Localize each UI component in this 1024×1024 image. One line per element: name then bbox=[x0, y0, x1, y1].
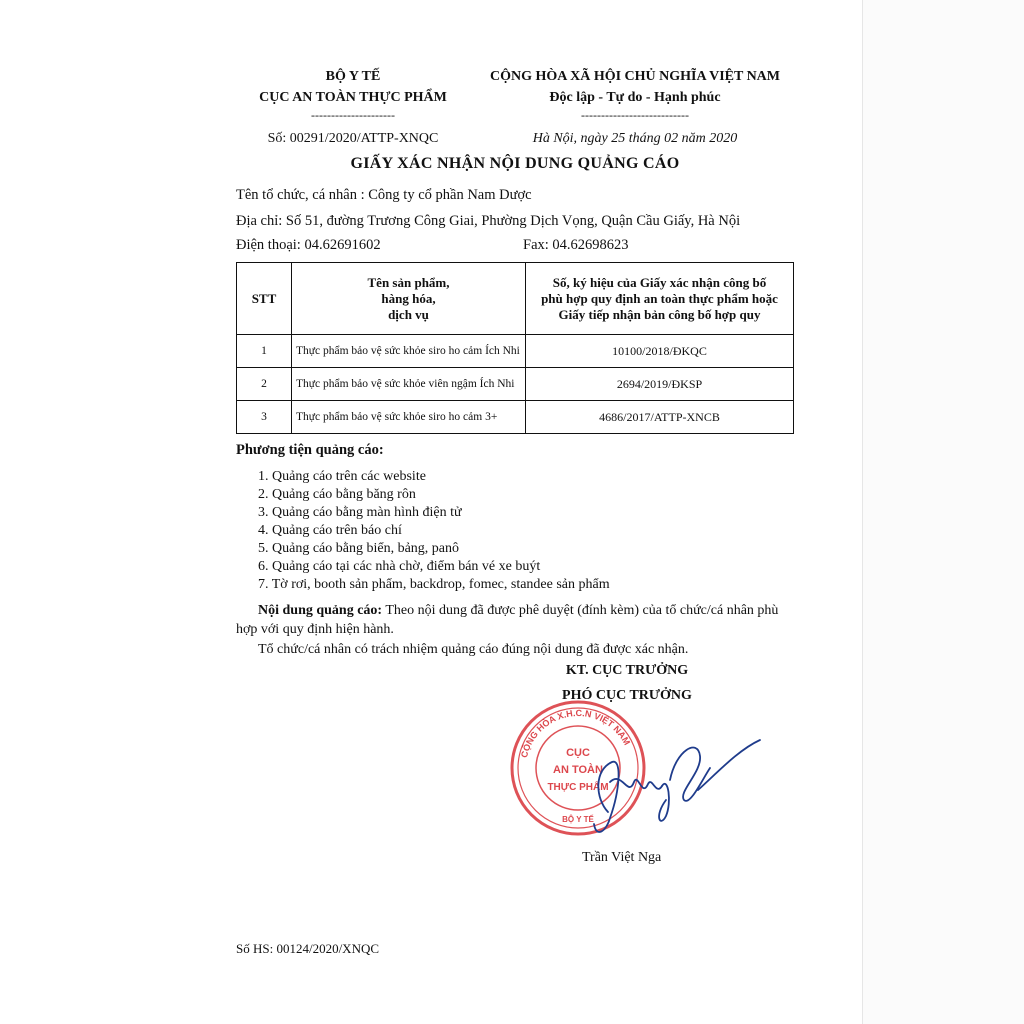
list-item: 2. Quảng cáo bằng băng rôn bbox=[258, 487, 416, 502]
country-name: CỘNG HÒA XÃ HỘI CHỦ NGHĨA VIỆT NAM bbox=[489, 69, 780, 84]
header-certificate-code: Số, ký hiệu của Giấy xác nhận công bố phù hợp quy định an toàn thực phẩm hoặc Giấy tiếp nhận bản công bố hợp quy bbox=[526, 263, 794, 335]
organization-line: Tên tổ chức, cá nhân : Công ty cổ phần Nam Dược bbox=[236, 187, 532, 203]
row-product-name: Thực phẩm bảo vệ sức khỏe siro ho cảm 3+ bbox=[292, 401, 526, 434]
motto-divider: --------------------------- bbox=[581, 108, 689, 122]
row-certificate-code: 2694/2019/ĐKSP bbox=[526, 368, 794, 401]
row-product-name: Thực phẩm bảo vệ sức khỏe viên ngậm Ích Nhi bbox=[292, 368, 526, 401]
content-paragraph bbox=[236, 601, 796, 639]
table-header-row bbox=[237, 263, 794, 335]
agency-header bbox=[238, 66, 468, 149]
list-item: 3. Quảng cáo bằng màn hình điện tử bbox=[258, 505, 462, 520]
row-stt: 3 bbox=[237, 401, 292, 434]
row-stt: 2 bbox=[237, 368, 292, 401]
list-item: 4. Quảng cáo trên báo chí bbox=[258, 523, 402, 538]
media-section-title: Phương tiện quảng cáo: bbox=[236, 442, 384, 458]
list-item: 7. Tờ rơi, booth sản phẩm, backdrop, fomec, standee sản phẩm bbox=[258, 577, 610, 592]
header-divider: --------------------- bbox=[311, 108, 395, 122]
content-label: Nội dung quảng cáo: bbox=[258, 603, 383, 618]
list-item: 6. Quảng cáo tại các nhà chờ, điểm bán vé xe buýt bbox=[258, 559, 541, 574]
header-product-name: Tên sản phẩm, hàng hóa, dịch vụ bbox=[292, 263, 526, 335]
stamp-bottom-text: BỘ Y TẾ bbox=[562, 815, 594, 824]
signer-name: Trần Việt Nga bbox=[582, 850, 662, 865]
document-number: Số: 00291/2020/ATTP-XNQC bbox=[267, 131, 439, 146]
stamp-text-2: AN TOÀN bbox=[553, 764, 603, 776]
list-item: 1. Quảng cáo trên các website bbox=[258, 469, 426, 484]
row-product-name: Thực phẩm bảo vệ sức khỏe siro ho cảm Ích Nhi bbox=[292, 335, 526, 368]
row-stt: 1 bbox=[237, 335, 292, 368]
stamp-text-1: CỤC bbox=[566, 747, 590, 759]
content-text: Theo nội dung đã được phê duyệt (đính kèm) của tổ chức/cá nhân phù hợp với quy định hiện hành. bbox=[236, 603, 779, 637]
table-row bbox=[237, 401, 794, 434]
header-stt: STT bbox=[237, 263, 292, 335]
row-certificate-code: 4686/2017/ATTP-XNCB bbox=[526, 401, 794, 434]
ministry-name: BỘ Y TẾ bbox=[325, 69, 381, 84]
media-list bbox=[258, 468, 610, 594]
document-title: GIẤY XÁC NHẬN NỘI DUNG QUẢNG CÁO bbox=[350, 155, 680, 172]
page-edge bbox=[862, 0, 863, 1024]
fax-line: Fax: 04.62698623 bbox=[523, 237, 629, 253]
responsibility-paragraph: Tổ chức/cá nhân có trách nhiệm quảng cáo đúng nội dung đã được xác nhận. bbox=[258, 642, 689, 657]
handwritten-signature bbox=[580, 720, 770, 840]
department-name: CỤC AN TOÀN THỰC PHẨM bbox=[259, 90, 447, 105]
stamp-ring-text: CỘNG HÒA X.H.C.N VIỆT NAM bbox=[519, 707, 633, 759]
motto: Độc lập - Tự do - Hạnh phúc bbox=[549, 90, 721, 105]
row-certificate-code: 10100/2018/ĐKQC bbox=[526, 335, 794, 368]
list-item: 5. Quảng cáo bằng biển, bảng, panô bbox=[258, 541, 459, 556]
national-header bbox=[470, 66, 800, 149]
file-number: Số HS: 00124/2020/XNQC bbox=[236, 941, 380, 956]
table-row bbox=[237, 335, 794, 368]
signature-title-1: KT. CỤC TRƯỞNG bbox=[565, 663, 689, 678]
date-place: Hà Nội, ngày 25 tháng 02 năm 2020 bbox=[532, 131, 738, 146]
table-row bbox=[237, 368, 794, 401]
product-table bbox=[236, 262, 794, 434]
phone-line: Điện thoại: 04.62691602 bbox=[236, 237, 381, 253]
viewer-background bbox=[863, 0, 1024, 1024]
address-line: Địa chỉ: Số 51, đường Trương Công Giai, Phường Dịch Vọng, Quận Cầu Giấy, Hà Nội bbox=[236, 213, 741, 229]
stamp-text-3: THỰC PHẨM bbox=[547, 782, 609, 793]
signature-title-2: PHÓ CỤC TRƯỞNG bbox=[562, 688, 692, 703]
